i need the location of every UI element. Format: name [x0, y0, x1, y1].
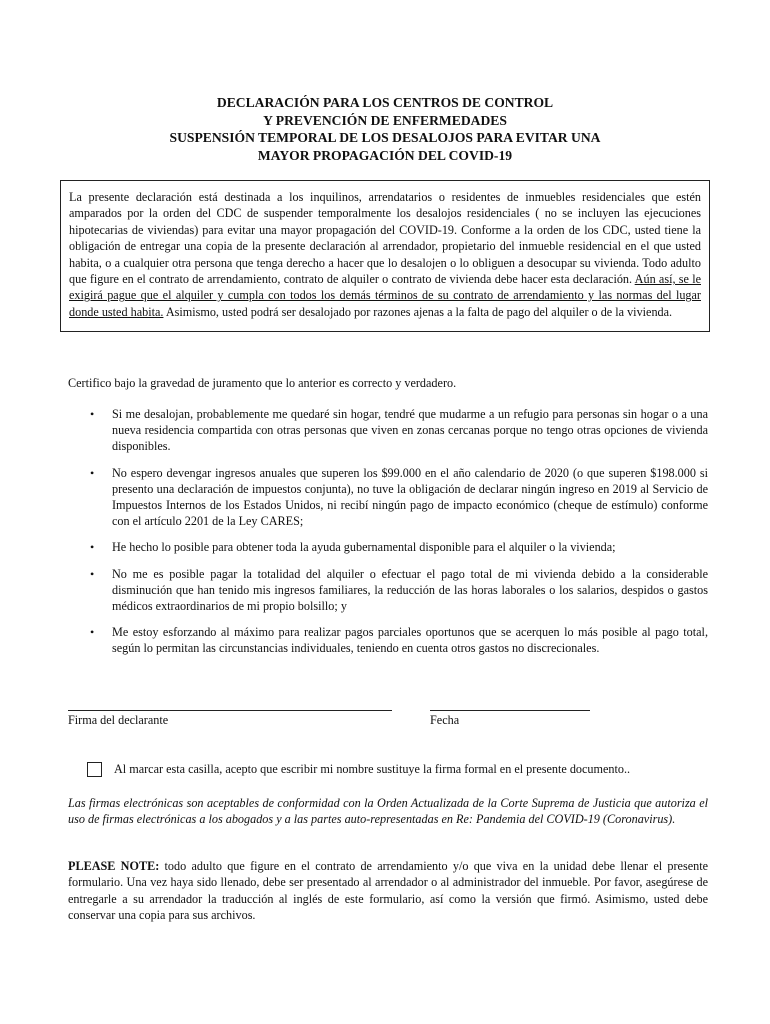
checkbox-label: Al marcar esta casilla, acepto que escribir mi nombre sustituye la firma formal en el presente documento.. [114, 762, 631, 776]
title-line-3: SUSPENSIÓN TEMPORAL DE LOS DESALOJOS PARA EVITAR UNA [169, 130, 601, 145]
please-note-paragraph [68, 858, 708, 924]
please-note-text: todo adulto que figure en el contrato de arrendamiento y/o que viva en la unidad debe llenar el presente formulario. Una vez haya sido llenado, debe ser presentado al arrendador o al administrador del inmueble. Por favor, asegúrese de entregarle a su arrendador la traducción al inglés de este formulario, así como la versión que firmó. Asimismo, usted debe conservar una copia para sus archivos. [68, 859, 708, 923]
list-item [68, 406, 708, 455]
list-item [68, 624, 708, 656]
bullet-icon: • [90, 625, 95, 640]
list-item-text: Si me desalojan, probablemente me quedaré sin hogar, tendré que mudarme a un refugio para personas sin hogar o a una nueva residencia compartida con otras personas que viven en zonas cercanas porque no tengo otras opciones de vivienda disponibles. [112, 407, 708, 454]
bullet-icon: • [90, 465, 95, 480]
notice-text: La presente declaración está destinada a los inquilinos, arrendatarios o residentes de inmuebles residenciales que estén amparados por la orden del CDC de suspender temporalmente los desalojos residenciales ( no se incluyen las ejecuciones hipotecarias de viviendas) para evitar una mayor propagación del COVID-19. Conforme a la orden de los CDC, usted tiene la obligación de entregar una copia de la presente declaración al arrendador, propietario del inmueble residencial en el que usted habita, o a cualquier otra persona que tenga derecho a hacer que lo desalojen o lo obliguen a desocupar su vivienda. Todo adulto que figure en el contrato de arrendamiento, contrato de alquiler o contrato de vivienda debe hacer esta declaración. [69, 190, 701, 287]
certification-list [68, 406, 708, 667]
date-label: Fecha [430, 713, 460, 727]
document-title [60, 94, 710, 164]
list-item-text: No espero devengar ingresos anuales que superen los $99.000 en el año calendario de 2020 (o que superen $198.000 si presento una declaración de impuestos conjunta), no tuve la obligación de declarar ningún ingreso en 2019 al Servicio de Impuestos Internos de los Estados Unidos, ni recibí ningún pago de impacto económico (cheque de estímulo) conforme con el artículo 2201 de la Ley CARES; [112, 465, 708, 529]
signature-line[interactable] [68, 710, 392, 711]
bullet-icon: • [90, 566, 95, 581]
notice-text-end: Asimismo, usted podrá ser desalojado por razones ajenas a la falta de pago del alquiler o de la vivienda. [165, 304, 673, 319]
list-item-text: He hecho lo posible para obtener toda la ayuda gubernamental disponible para el alquiler o la vivienda; [112, 540, 616, 555]
bullet-icon: • [90, 407, 95, 421]
title-line-1: DECLARACIÓN PARA LOS CENTROS DE CONTROL [216, 95, 554, 110]
title-line-4: MAYOR PROPAGACIÓN DEL COVID-19 [257, 147, 513, 163]
list-item [68, 465, 708, 530]
bullet-icon: • [90, 540, 95, 555]
notice-box [60, 180, 710, 332]
list-item-text: No me es posible pagar la totalidad del alquiler o efectuar el pago total de mi vivienda debido a la considerable disminución que han tenido mis ingresos familiares, la reducción de las horas laborales o los salarios, despidos o gastos médicos extraordinarios de mi propio bolsillo; y [112, 566, 708, 614]
notice-paragraph [69, 189, 701, 320]
electronic-signature-checkbox[interactable] [87, 762, 102, 777]
certification-statement: Certifico bajo la gravedad de juramento que lo anterior es correcto y verdadero. [68, 376, 457, 390]
date-line[interactable] [430, 710, 590, 711]
notice-underlined-text: Aún así, se le exigirá pague que el alquiler y cumpla con todos los demás términos de su contrato de arrendamiento y las normas del lugar donde usted habita. [69, 272, 701, 319]
list-item [68, 566, 708, 615]
electronic-signature-note: Las firmas electrónicas son aceptables de conformidad con la Orden Actualizada de la Corte Suprema de Justicia que autoriza el uso de firmas electrónicas a los abogados y a las partes auto-representadas en Re: Pandemia del COVID-19 (Coronavirus). [68, 796, 708, 827]
list-item [68, 539, 708, 555]
title-line-2: Y PREVENCIÓN DE ENFERMEDADES [263, 112, 507, 128]
signature-label: Firma del declarante [68, 713, 169, 727]
list-item-text: Me estoy esforzando al máximo para realizar pagos parciales oportunos que se acerquen lo más posible al pago total, según lo permitan las circunstancias individuales, teniendo en cuenta otros gastos no discrecionales. [112, 625, 708, 656]
please-note-label: PLEASE NOTE: [68, 859, 160, 873]
